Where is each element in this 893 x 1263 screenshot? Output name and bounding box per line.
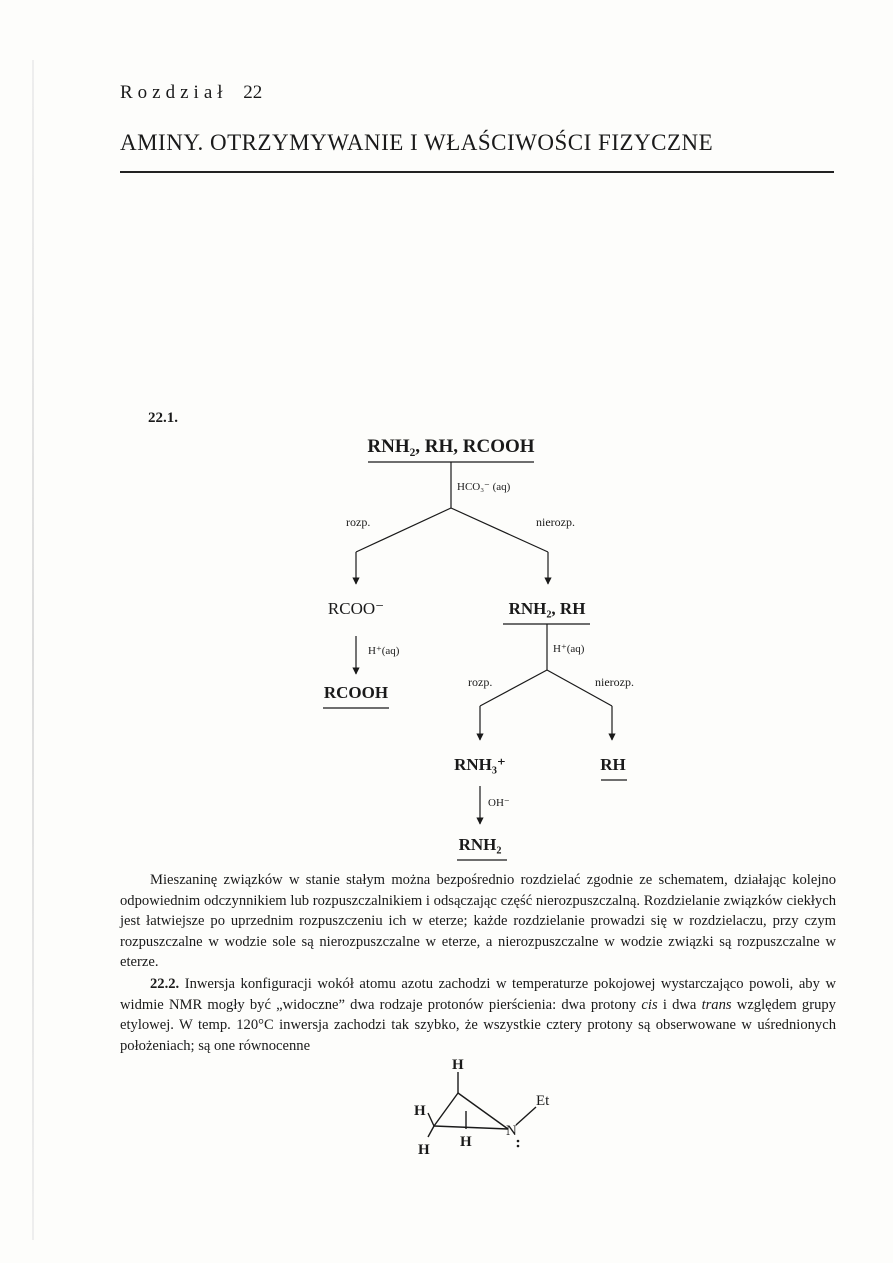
amine-mixture: RNH₂, RH xyxy=(508,599,586,618)
text-22-2-a: Inwersja konfiguracji wokół atomu azotu zachodzi w temperaturze pokojowej wystarczająco powoli, aby w widmie NMR mogły być „widoczne” dwa rodzaje protonów pierścienia: dwa protony xyxy=(120,976,836,1013)
text-22-2-b: i dwa xyxy=(662,996,697,1013)
amine-product: RNH₂ xyxy=(458,835,502,854)
chapter-word: Rozdział xyxy=(120,82,228,103)
label-soluble-1: rozp. xyxy=(346,515,371,529)
hydrocarbon: RH xyxy=(600,755,626,774)
group-ethyl: Et xyxy=(536,1093,550,1109)
lone-pair-dot-1 xyxy=(517,1140,520,1143)
chapter-number: 22 xyxy=(243,82,263,103)
chapter-title: AMINY. OTRZYMYWANIE I WŁAŚCIWOŚCI FIZYCZNE xyxy=(120,130,714,155)
branch-right-1 xyxy=(451,508,548,552)
section-number-22-2: 22.2. xyxy=(150,976,180,992)
paragraph-22-1: Mieszaninę związków w stanie stałym można bezpośrednio rozdzielać zgodnie ze schematem, działając kolejno odpowiednim odczynnikiem lub rozpuszczalnikiem i odsączając część nierozpuszczalną. Rozdzielanie związków ciekłych jest łatwiejsze po uprzednim rozpuszczeniu ich w eterze; każde rozdzielanie prowadzi się w rozdzielaczu, przy czym rozpuszczalne w wodzie sole są nierozpuszczalne w eterze, a nierozpuszczalne w wodzie związki są rozpuszczalne w eterze. xyxy=(120,872,836,970)
reagent-bicarbonate: HCO₃⁻ (aq) xyxy=(457,481,511,493)
label-soluble-2: rozp. xyxy=(468,675,493,689)
carboxylate: RCOO⁻ xyxy=(327,599,385,618)
section-number-22-1: 22.1. xyxy=(148,410,178,426)
label-insoluble-1: nierozp. xyxy=(536,515,575,529)
atom-h-left-lower: H xyxy=(418,1142,430,1158)
ammonium-ion: RNH₃⁺ xyxy=(454,755,506,774)
atom-nitrogen: N xyxy=(506,1123,517,1139)
aziridine-structure xyxy=(380,1055,580,1165)
reagent-acid-left: H⁺(aq) xyxy=(368,645,400,657)
atom-h-bottom: H xyxy=(460,1134,472,1150)
reagent-acid-right: H⁺(aq) xyxy=(553,643,585,655)
bond-lower-h xyxy=(428,1126,434,1137)
bond-ring-left xyxy=(434,1093,458,1126)
bond-ring-n-bottom xyxy=(434,1126,508,1129)
bond-left-h xyxy=(428,1113,434,1126)
atom-h-left-upper: H xyxy=(414,1103,426,1119)
reagent-hydroxide: OH⁻ xyxy=(488,797,510,809)
term-cis: cis xyxy=(641,996,658,1013)
start-mixture: RNH₂, RH, RCOOH xyxy=(367,436,535,457)
paragraph-22-2 xyxy=(120,974,836,1056)
term-trans: trans xyxy=(701,996,732,1013)
carboxylic-acid: RCOOH xyxy=(323,683,389,702)
bond-ethyl xyxy=(516,1107,536,1125)
text-22-2-c: względem grupy etylowej. W temp. 120°C inwersja zachodzi tak szybko, że wszystkie cztery protony są obserwowane w uśrednionych położeniach; są one równocenne xyxy=(120,996,836,1054)
lone-pair-dot-2 xyxy=(517,1145,520,1148)
label-insoluble-2: nierozp. xyxy=(595,675,634,689)
atom-h-top: H xyxy=(452,1057,464,1073)
